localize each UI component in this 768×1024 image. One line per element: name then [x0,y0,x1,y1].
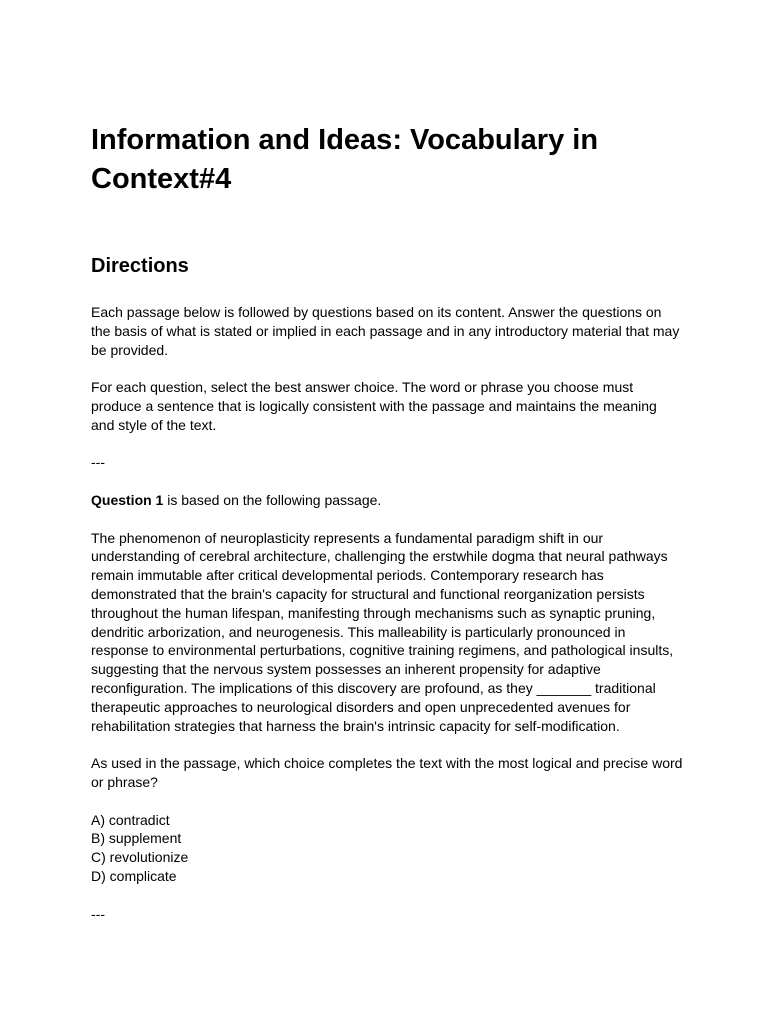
document-title: Information and Ideas: Vocabulary in Context#4 [91,124,599,195]
answer-option-a: A) contradict [91,811,170,828]
answer-option-c: C) revolutionize [91,849,189,866]
answer-options [91,811,683,886]
answer-option-b: B) supplement [91,830,182,847]
separator: --- [91,454,105,471]
question-passage: The phenomenon of neuroplasticity represents a fundamental paradigm shift in our understanding of cerebral architecture, challenging the erstwhile dogma that neural pathways remain immutable after critical developmental periods. Contemporary research has demonstrated that the brain's capacity for structural and functional reorganization persists throughout the human lifespan, manifesting through mechanisms such as synaptic pruning, dendritic arborization, and neurogenesis. This malleability is particularly pronounced in response to environmental perturbations, cognitive training regimens, and pathological insults, suggesting that the nervous system possesses an inherent propensity for adaptive reconfiguration. The implications of this discovery are profound, as they _______ traditional therapeutic approaches to neurological disorders and open unprecedented avenues for rehabilitation strategies that harness the brain's intrinsic capacity for self-modification. [91,529,674,734]
document-body [91,303,683,923]
directions-paragraph-1: Each passage below is followed by questions based on its content. Answer the questions on the basis of what is stated or implied in each passage and in any introductory material that may be provided. [91,304,680,358]
question-intro-text: is based on the following passage. [163,491,382,508]
directions-paragraph-2: For each question, select the best answer choice. The word or phrase you choose must produce a sentence that is logically consistent with the passage and maintains the meaning and style of the text. [91,379,657,433]
question-label: Question 1 [91,491,164,508]
directions-heading: Directions [91,255,189,277]
answer-option-d: D) complicate [91,867,177,884]
separator: --- [91,905,105,922]
question-intro [91,491,683,510]
question-prompt: As used in the passage, which choice completes the text with the most logical and precise word or phrase? [91,755,683,790]
